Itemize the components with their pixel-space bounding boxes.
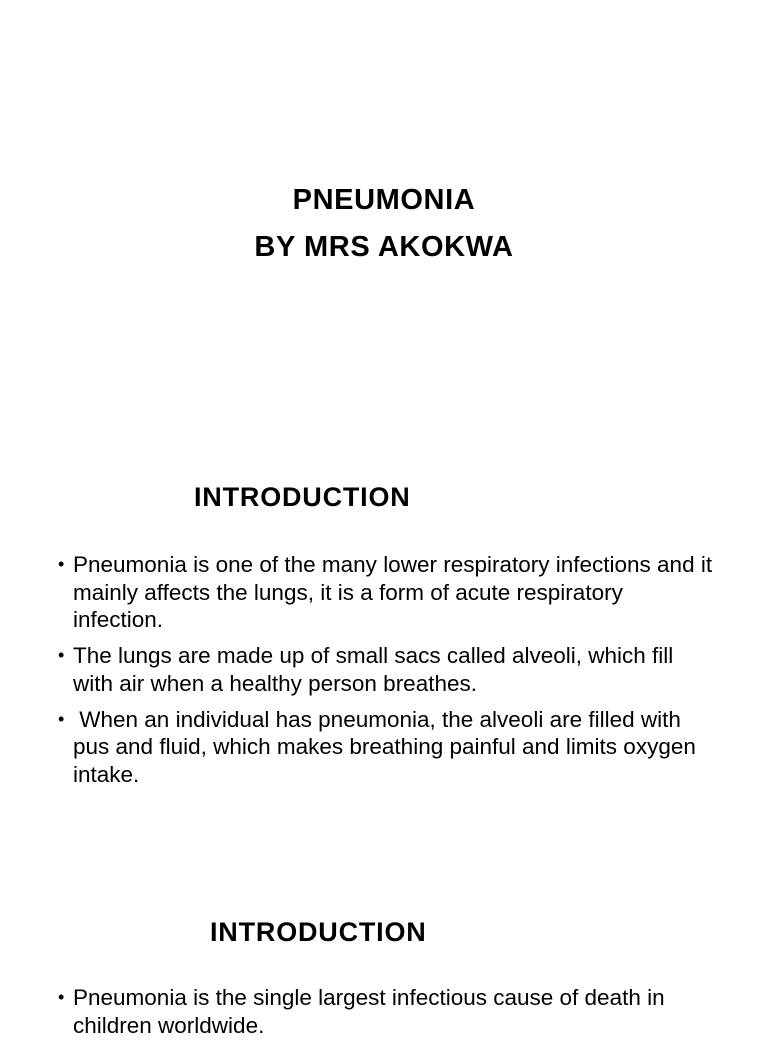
section-heading: INTRODUCTION bbox=[194, 482, 411, 512]
bullet-text: The lungs are made up of small sacs called alveoli, which fill with air when a healthy person breathes. bbox=[73, 643, 680, 696]
bullet-text: Pneumonia is the single largest infectious cause of death in children worldwide. bbox=[73, 985, 671, 1038]
bullet-list bbox=[58, 984, 718, 1048]
bullet-icon: • bbox=[58, 645, 65, 665]
bullet-icon: • bbox=[58, 987, 65, 1007]
title-line-1: PNEUMONIA bbox=[292, 184, 476, 216]
bullet-icon: • bbox=[58, 554, 65, 574]
page-title bbox=[0, 177, 768, 271]
list-item bbox=[58, 984, 718, 1039]
section-heading: INTRODUCTION bbox=[210, 917, 427, 947]
bullet-text: Pneumonia is one of the many lower respiratory infections and it mainly affects the lungs, it is a form of acute respiratory infection. bbox=[73, 552, 719, 632]
bullet-text: When an individual has pneumonia, the alveoli are filled with pus and fluid, which makes breathing painful and limits oxygen intake. bbox=[73, 706, 703, 787]
bullet-list bbox=[58, 551, 718, 797]
list-item bbox=[58, 642, 718, 697]
title-line-2: BY MRS AKOKWA bbox=[254, 231, 514, 263]
list-item bbox=[58, 551, 718, 634]
bullet-icon: • bbox=[58, 708, 65, 729]
list-item bbox=[58, 706, 718, 789]
